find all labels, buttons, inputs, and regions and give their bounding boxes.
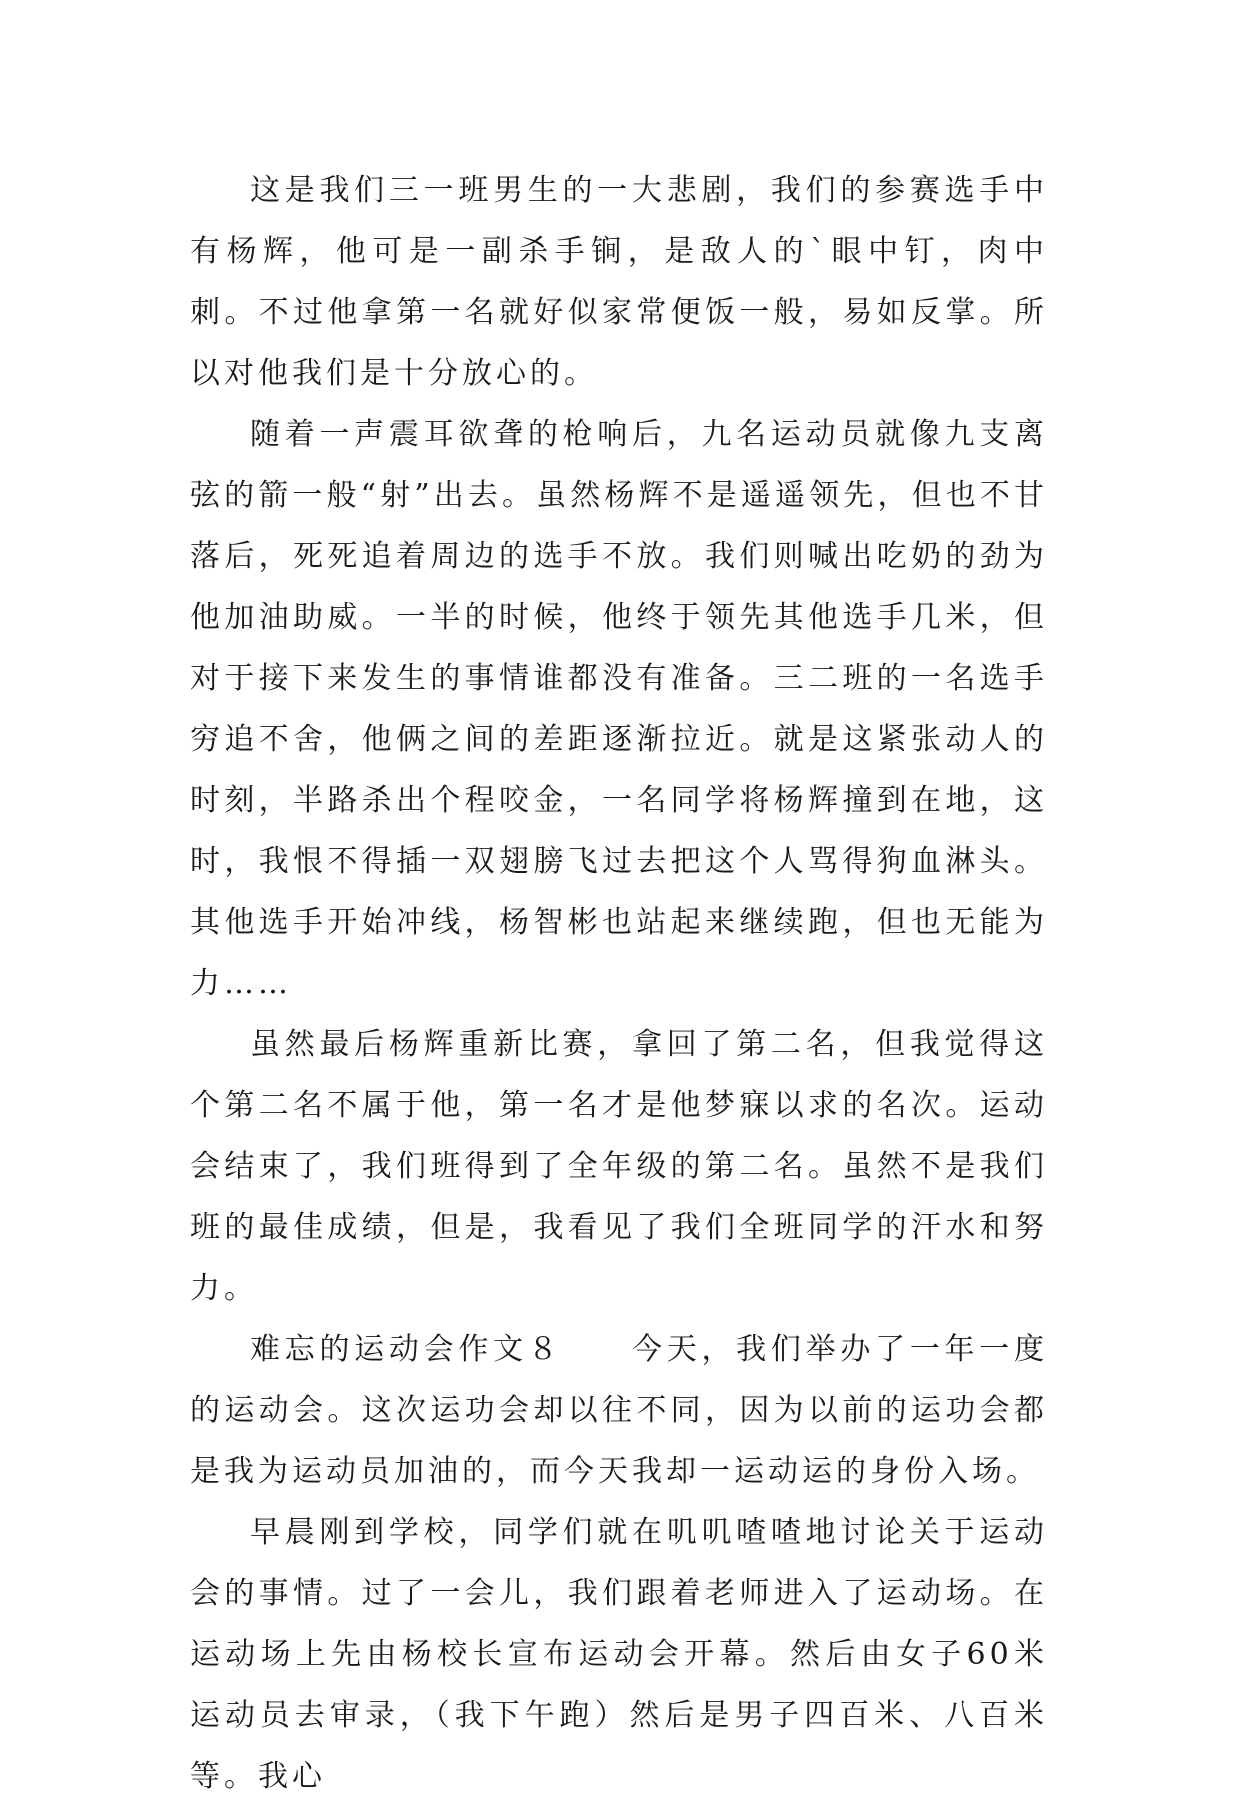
document-body <box>190 160 1048 1807</box>
paragraph-5: 早晨刚到学校，同学们就在叽叽喳喳地讨论关于运动会的事情。过了一会儿，我们跟着老师进入了运动场。在运动场上先由杨校长宣布运动会开幕。然后由女子60米运动员去审录，（我下午跑）然后是男子四百米、八百米等。我心 <box>190 1515 1048 1794</box>
paragraph-3: 虽然最后杨辉重新比赛，拿回了第二名，但我觉得这个第二名不属于他，第一名才是他梦寐以求的名次。运动会结束了，我们班得到了全年级的第二名。虽然不是我们班的最佳成绩，但是，我看见了我们全班同学的汗水和努力。 <box>190 1027 1048 1306</box>
paragraph-2: 随着一声震耳欲聋的枪响后，九名运动员就像九支离弦的箭一般“射”出去。虽然杨辉不是遥遥领先，但也不甘落后，死死追着周边的选手不放。我们则喊出吃奶的劲为他加油助威。一半的时候，他终于领先其他选手几米，但对于接下来发生的事情谁都没有准备。三二班的一名选手穷追不舍，他俩之间的差距逐渐拉近。就是这紧张动人的时刻，半路杀出个程咬金，一名同学将杨辉撞到在地，这时，我恨不得插一双翅膀飞过去把这个人骂得狗血淋头。其他选手开始冲线，杨智彬也站起来继续跑，但也无能为力…… <box>190 417 1048 1001</box>
paragraph-4: 难忘的运动会作文８ 今天，我们举办了一年一度的运动会。这次运功会却以往不同，因为以前的运功会都是我为运动员加油的，而今天我却一运动运的身份入场。 <box>190 1332 1048 1489</box>
paragraph-1: 这是我们三一班男生的一大悲剧，我们的参赛选手中有杨辉，他可是一副杀手锏，是敌人的`眼中钉，肉中刺。不过他拿第一名就好似家常便饭一般，易如反掌。所以对他我们是十分放心的。 <box>190 173 1048 391</box>
